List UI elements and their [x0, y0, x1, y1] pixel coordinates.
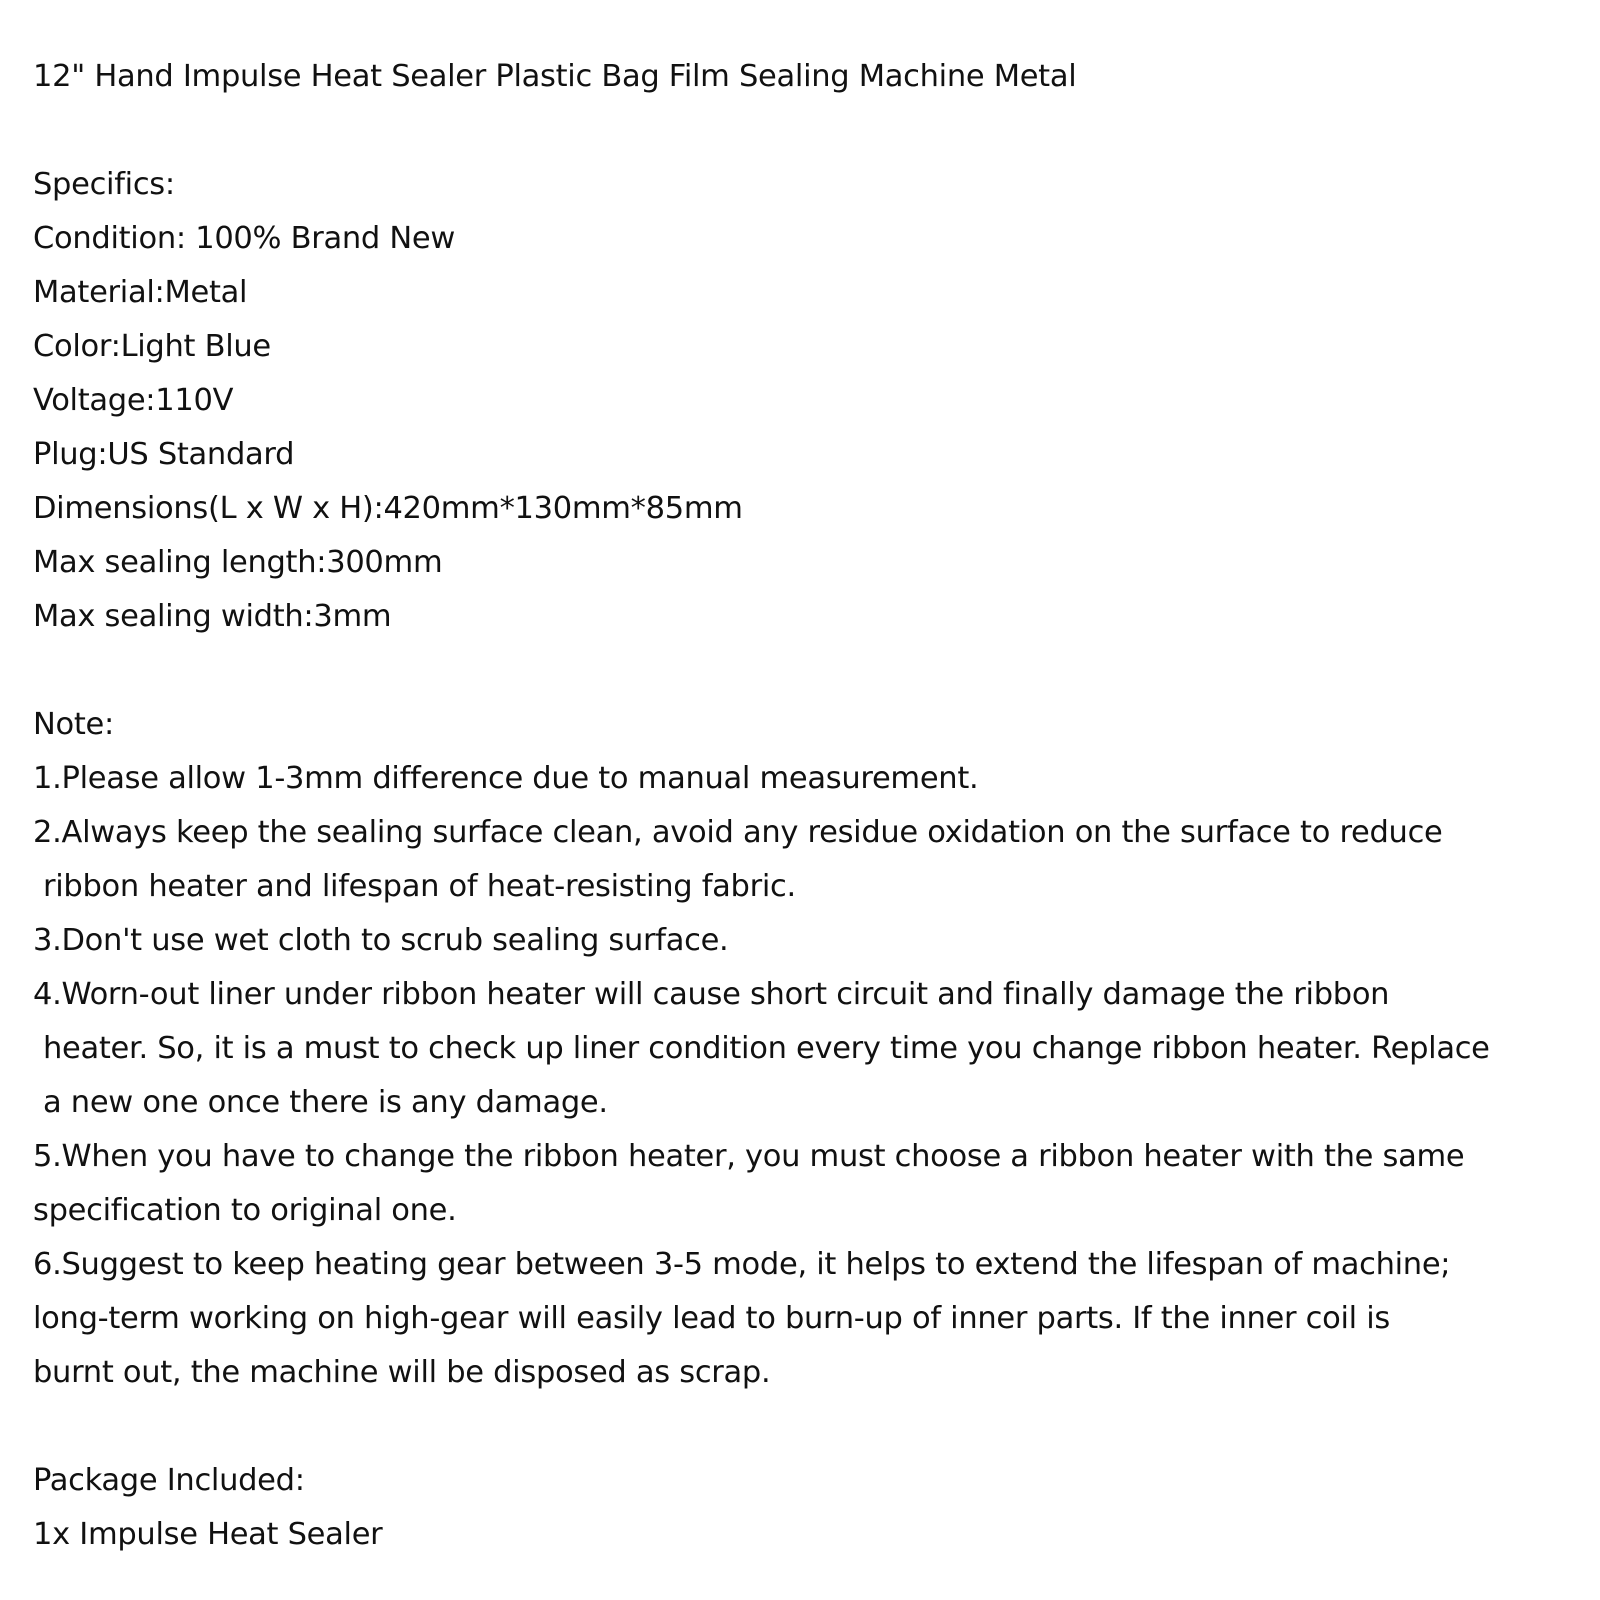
product-description	[33, 50, 1593, 1562]
spacer	[33, 1400, 1593, 1454]
note-line: long-term working on high-gear will easily lead to burn-up of inner parts. If the inner coil is	[33, 1301, 1390, 1336]
note-heading: Note:	[33, 707, 114, 742]
note-line: heater. So, it is a must to check up liner condition every time you change ribbon heater. Replace	[43, 1031, 1490, 1066]
product-title: 12" Hand Impulse Heat Sealer Plastic Bag Film Sealing Machine Metal	[33, 59, 1077, 94]
spacer	[33, 104, 1593, 158]
spacer	[33, 644, 1593, 698]
package-item: 1x Impulse Heat Sealer	[33, 1517, 383, 1552]
spec-dimensions: Dimensions(L x W x H):420mm*130mm*85mm	[33, 491, 743, 526]
specifics-heading: Specifics:	[33, 167, 175, 202]
note-line: a new one once there is any damage.	[43, 1085, 608, 1120]
spec-condition: Condition: 100% Brand New	[33, 221, 455, 256]
package-heading: Package Included:	[33, 1463, 305, 1498]
note-line: 1.Please allow 1-3mm difference due to manual measurement.	[33, 761, 979, 796]
note-line: ribbon heater and lifespan of heat-resisting fabric.	[43, 869, 796, 904]
note-line: 5.When you have to change the ribbon heater, you must choose a ribbon heater with the same	[33, 1139, 1465, 1174]
note-line: burnt out, the machine will be disposed as scrap.	[33, 1355, 771, 1390]
note-line: 6.Suggest to keep heating gear between 3-5 mode, it helps to extend the lifespan of machine;	[33, 1247, 1451, 1282]
note-line: specification to original one.	[33, 1193, 457, 1228]
note-line: 4.Worn-out liner under ribbon heater will cause short circuit and finally damage the ribbon	[33, 977, 1390, 1012]
spec-max-sealing-length: Max sealing length:300mm	[33, 545, 443, 580]
note-line: 2.Always keep the sealing surface clean, avoid any residue oxidation on the surface to reduce	[33, 815, 1443, 850]
spec-plug: Plug:US Standard	[33, 437, 295, 472]
spec-color: Color:Light Blue	[33, 329, 271, 364]
spec-voltage: Voltage:110V	[33, 383, 234, 418]
spec-max-sealing-width: Max sealing width:3mm	[33, 599, 392, 634]
note-line: 3.Don't use wet cloth to scrub sealing surface.	[33, 923, 729, 958]
spec-material: Material:Metal	[33, 275, 248, 310]
